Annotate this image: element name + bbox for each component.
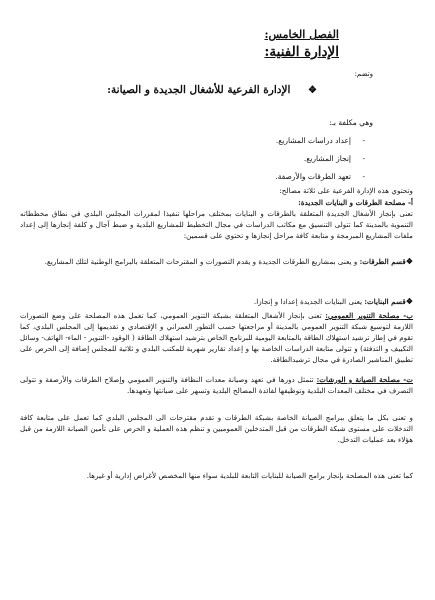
service2-paragraph <box>20 310 413 365</box>
roads-division <box>20 256 413 267</box>
list-item <box>275 168 365 186</box>
roads-division-text: و يعنى بمشاريع الطرقات الجديدة و يقدم التصورات و المقترحات المتعلقة بالبرامج الوطنية لتلك المشاريع. <box>44 257 360 266</box>
task-text: إنجاز المشاريع. <box>303 154 351 163</box>
services-lead-block <box>20 185 413 209</box>
services-lead: وتحتوي هذه الإدارة الفرعية على ثلاثة مصالح: <box>279 186 413 195</box>
diamond-bullet-icon: ❖ <box>405 296 413 306</box>
service1-label: أ- مصلحة الطرقات و البنايات الجديدة: <box>298 198 413 207</box>
service2-label: ب- مصلحة التنوير العمومي: <box>325 311 413 320</box>
final-paragraph: كما تعنى هذه المصلحة بإنجاز برامج الصيانة للبنايات التابعة للبلدية سواء منها المخصص لأغراض إدارية أو غيرها. <box>86 471 413 480</box>
service3-paragraph <box>20 374 413 396</box>
buildings-division-text: يعنى البنايات الجديدة إعدادا و إنجازا. <box>253 297 365 306</box>
service1-paragraph: تعنى بإنجاز الأشغال الجديدة المتعلقة بالطرقات و البنايات بمختلف مراحلها تنفيذا لمقررات المجلس البلدي في نطاق مخططاته التنموية بالمدينة كما تتولى التنسيق مع مكاتب الدراسات في مجال التخطيط للمشاريع البلدية و ضبط آجال و كلفة إنجازها إلى إعداد ملفات المشاريع المبرمجة و متابعة كافة مراحل إنجازها و تحتوي على قسمين: <box>20 209 413 240</box>
chapter-title: الفصل الخامس: <box>264 28 339 41</box>
dash-bullet: - <box>362 136 365 145</box>
service2-text: تعنى بإنجاز الأشغال المتعلقة بشبكة التنوير العمومي، كما تعمل هذه المصلحة على وضع التصورات اللازمة لتوسيع شبكة التنوير العمومي بالمدينة أو مراجعتها حسب التطور العمراني و الإقتصادي و تقديمها إلى المجلس البلدي، كما تقوم في إطار ترشيد استهلاك الطاقة بالمتابعة اليومية للبرنامج الخاص بترشيد استهلاك الطاقة ( الوقود -التنوير - الماء- الهاتف- وسائل التكييف و التدفئة) و تتولى متابعة الدراسات الخاصة بها و إعداد تقارير شهرية للمكتب البلدي و ثلاثية للمجلس إضافة إلى الحرص على تطبيق المناشير الصادرة في مجال ترشيدالطاقة. <box>20 311 413 364</box>
buildings-division-label: قسم البنايات: <box>364 297 406 306</box>
subsection-heading <box>107 84 317 96</box>
monitor-paragraph: و تعنى بكل ما يتعلق ببرامج الصيانة الخاصة بشبكة الطرقات و تقدم مقترحات الى المجلس البلدي كما تعمل على متابعة كافة التدخلات على مستوى شبكة الطرقات من قبل المتدخلين العموميين و تنظم هذه العملية و الحرص على تأمين الصيانة اللازمة من قبل هؤلاء بعد عمليات التدخل. <box>20 413 413 444</box>
subsection-title: الإدارة الفرعية للأشغال الجديدة و الصيانة: <box>107 84 291 96</box>
diamond-bullet-icon: ❖ <box>405 256 413 266</box>
roads-division-label: قسم الطرقات: <box>359 257 406 266</box>
diamond-bullet-icon: ❖ <box>308 85 317 96</box>
intro-text: وتضم: <box>354 70 373 78</box>
list-item <box>275 132 365 150</box>
dash-bullet: - <box>362 154 365 163</box>
task-text: تعهد الطرقات والأرصفة. <box>275 172 351 181</box>
dash-bullet: - <box>362 172 365 181</box>
tasks-list <box>275 132 365 186</box>
service3-label: ت- مصلحة الصيانة و الورشات: <box>316 375 413 384</box>
section-title: الإدارة الفنية: <box>264 44 339 60</box>
task-text: إعداد دراسات المشاريع. <box>275 136 351 145</box>
tasks-lead: وهي مكلفة بـ: <box>329 118 373 127</box>
buildings-division <box>20 296 413 307</box>
service3-text: تتمثل دورها في تعهد وصيانة معدات النظافة والتنوير العمومي وإصلاح الطرقات والأرصفة و تتولى التصرف في مختلف المعدات البلدية وتوظيفها لفائدة المصالح البلدية وتسهر على صيانتها وتعهدها. <box>20 375 413 395</box>
list-item <box>275 150 365 168</box>
